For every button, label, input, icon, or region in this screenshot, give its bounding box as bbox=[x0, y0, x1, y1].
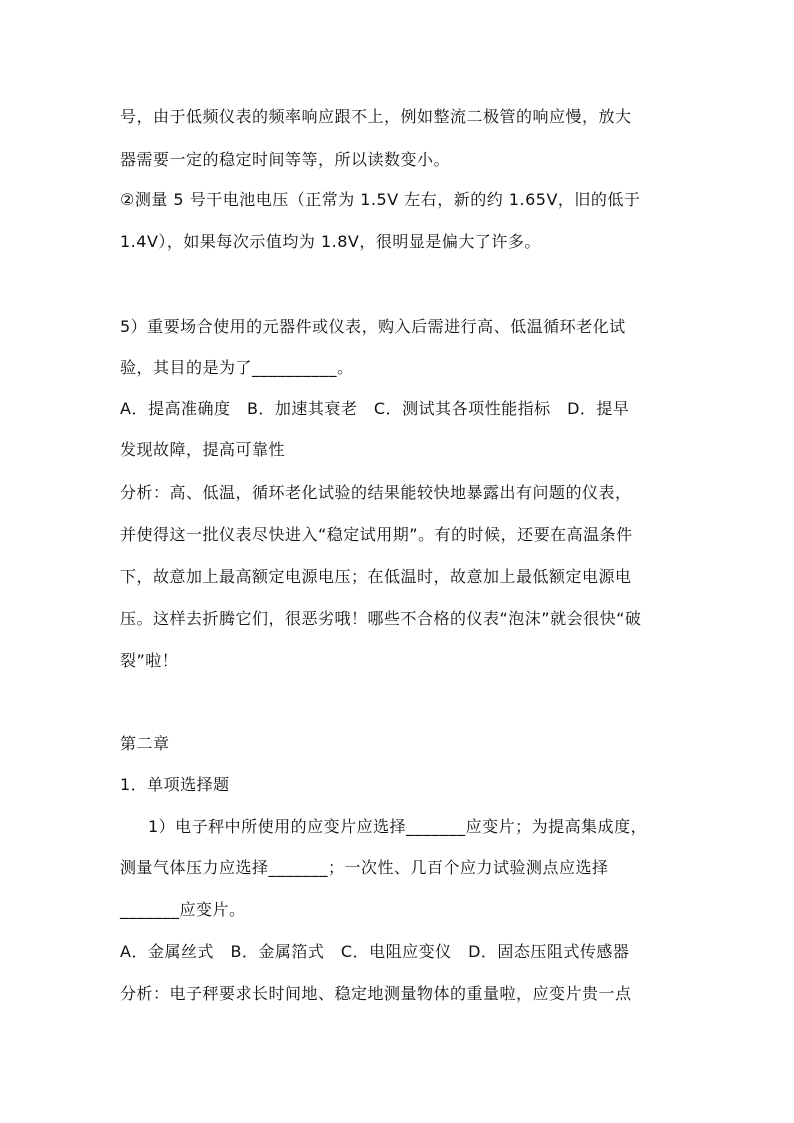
analysis-line: 裂”啦！ bbox=[120, 651, 179, 670]
text-line: 号，由于低频仪表的频率响应跟不上，例如整流二极管的响应慢，放大 bbox=[120, 107, 632, 126]
analysis-line: 分析：电子秤要求长时间地、稳定地测量物体的重量啦，应变片贵一点 bbox=[120, 984, 632, 1003]
analysis-line: 下，故意加上最高额定电源电压；在低温时，故意加上最低额定电源电 bbox=[120, 567, 632, 586]
section-heading: 1．单项选择题 bbox=[120, 775, 230, 794]
question-1-line: 测量气体压力应选择_______；一次性、几百个应力试验测点应选择 bbox=[120, 858, 609, 877]
question-5-line: 验，其目的是为了__________。 bbox=[120, 358, 354, 377]
text-line: 1.4V），如果每次示值均为 1.8V，很明显是偏大了许多。 bbox=[120, 232, 541, 251]
analysis-line: 压。这样去折腾它们，很恶劣哦！哪些不合格的仪表“泡沫”就会很快“破 bbox=[120, 609, 642, 628]
chapter-heading: 第二章 bbox=[120, 734, 170, 753]
text-line: ②测量 5 号干电池电压（正常为 1.5V 左右，新的约 1.65V，旧的低于 bbox=[120, 190, 641, 209]
question-1-options: A．金属丝式 B．金属箔式 C．电阻应变仪 D．固态压阻式传感器 bbox=[120, 942, 630, 961]
analysis-line: 并使得这一批仪表尽快进入“稳定试用期”。有的时候，还要在高温条件 bbox=[120, 525, 633, 544]
analysis-line: 分析：高、低温，循环老化试验的结果能较快地暴露出有问题的仪表， bbox=[120, 483, 632, 502]
question-5-options: A．提高准确度 B．加速其衰老 C．测试其各项性能指标 D．提早 bbox=[120, 399, 630, 418]
document-page bbox=[120, 0, 680, 1123]
text-line: 器需要一定的稳定时间等等，所以读数变小。 bbox=[120, 150, 451, 169]
question-5-options: 发现故障，提高可靠性 bbox=[120, 440, 286, 459]
question-1-line: 1）电子秤中所使用的应变片应选择_______应变片；为提高集成度， bbox=[148, 817, 648, 836]
question-5-line: 5）重要场合使用的元器件或仪表，购入后需进行高、低温循环老化试 bbox=[120, 317, 626, 336]
question-1-line: _______应变片。 bbox=[120, 900, 246, 919]
